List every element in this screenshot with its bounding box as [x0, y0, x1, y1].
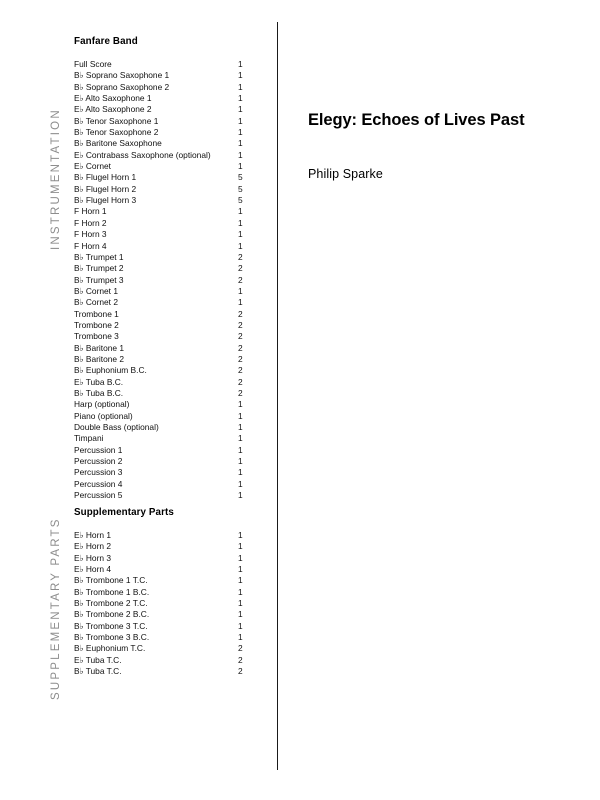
instrument-quantity: 1: [238, 541, 243, 552]
instrument-name: Full Score: [74, 59, 112, 69]
instrument-name: B♭ Baritone Saxophone: [74, 138, 162, 149]
instrument-name: B♭ Flugel Horn 1: [74, 172, 137, 183]
title-block: [308, 110, 578, 181]
composer-name: Philip Sparke: [308, 166, 383, 181]
list-item: [74, 138, 256, 149]
instrument-name: B♭ Euphonium T.C.: [74, 643, 146, 654]
instrument-name: B♭ Trombone 2 B.C.: [74, 609, 150, 620]
list-item: [74, 331, 256, 342]
instrument-quantity: 2: [238, 251, 243, 262]
instrument-name: B♭ Trombone 1 T.C.: [74, 575, 148, 586]
list-item: [74, 643, 256, 654]
instrument-quantity: 1: [238, 598, 243, 609]
instrument-quantity: 1: [238, 575, 243, 586]
instrument-name: B♭ Flugel Horn 2: [74, 183, 137, 194]
list-item: [74, 445, 256, 456]
list-item: [74, 320, 256, 331]
instrument-name: Trombone 3: [74, 331, 119, 342]
instrument-quantity: 5: [238, 172, 243, 183]
instrument-name: B♭ Tuba T.C.: [74, 666, 122, 677]
instrument-quantity: 1: [238, 410, 243, 421]
list-item: [74, 195, 256, 206]
instrument-quantity: 1: [238, 59, 243, 69]
instrument-quantity: 1: [238, 467, 243, 478]
instrument-name: B♭ Cornet 2: [74, 297, 118, 308]
list-item: [74, 632, 256, 643]
instrument-name: Piano (optional): [74, 410, 133, 421]
instrument-quantity: 2: [238, 654, 243, 665]
instrumentation-block: [74, 36, 256, 501]
list-item: [74, 354, 256, 365]
list-item: [74, 286, 256, 297]
instrument-name: E♭ Horn 3: [74, 552, 112, 563]
instrument-name: B♭ Euphonium B.C.: [74, 365, 147, 376]
list-item: [74, 127, 256, 138]
list-item: [74, 655, 256, 666]
instrument-quantity: 2: [238, 387, 243, 398]
list-item: [74, 666, 256, 677]
supplementary-list: [74, 530, 256, 677]
instrumentation-list: [74, 59, 256, 501]
instrument-quantity: 1: [238, 240, 243, 251]
list-item: [74, 275, 256, 286]
list-item: [74, 59, 256, 70]
list-item: [74, 587, 256, 598]
list-item: [74, 411, 256, 422]
instrumentation-heading: Fanfare Band: [74, 36, 138, 47]
list-item: [74, 467, 256, 478]
instrumentation-side-label: INSTRUMENTATION: [50, 108, 62, 250]
instrument-name: B♭ Baritone 1: [74, 342, 125, 353]
instrument-quantity: 1: [238, 161, 243, 172]
instrument-quantity: 2: [238, 263, 243, 274]
instrument-quantity: 1: [238, 93, 243, 104]
list-item: [74, 553, 256, 564]
instrument-quantity: 1: [238, 632, 243, 643]
list-item: [74, 70, 256, 81]
instrument-name: B♭ Trombone 1 B.C.: [74, 586, 150, 597]
instrument-name: Percussion 1: [74, 444, 123, 455]
instrument-name: B♭ Trombone 2 T.C.: [74, 598, 148, 609]
instrument-quantity: 5: [238, 183, 243, 194]
list-item: [74, 609, 256, 620]
instrument-quantity: 1: [238, 433, 243, 444]
list-item: [74, 172, 256, 183]
instrument-quantity: 2: [238, 342, 243, 353]
instrument-name: B♭ Trumpet 2: [74, 263, 124, 274]
instrument-quantity: 1: [238, 490, 243, 501]
instrument-quantity: 2: [238, 643, 243, 654]
instrument-quantity: 2: [238, 274, 243, 285]
list-item: [74, 263, 256, 274]
list-item: [74, 621, 256, 632]
list-item: [74, 116, 256, 127]
instrument-quantity: 1: [238, 81, 243, 92]
instrument-quantity: 2: [238, 331, 243, 342]
instrument-name: B♭ Tenor Saxophone 1: [74, 115, 159, 126]
list-item: [74, 218, 256, 229]
list-item: [74, 161, 256, 172]
instrument-quantity: 1: [238, 297, 243, 308]
instrument-name: E♭ Horn 4: [74, 564, 112, 575]
instrument-quantity: 1: [238, 127, 243, 138]
instrument-name: B♭ Soprano Saxophone 2: [74, 81, 170, 92]
instrument-name: B♭ Trumpet 1: [74, 251, 124, 262]
instrument-quantity: 1: [238, 217, 243, 228]
instrument-quantity: 1: [238, 149, 243, 160]
list-item: [74, 541, 256, 552]
instrument-quantity: 1: [238, 104, 243, 115]
instrument-name: E♭ Alto Saxophone 2: [74, 104, 152, 115]
list-item: [74, 598, 256, 609]
instrument-quantity: 1: [238, 422, 243, 432]
list-item: [74, 530, 256, 541]
list-item: [74, 309, 256, 320]
instrument-quantity: 1: [238, 530, 243, 540]
list-item: [74, 365, 256, 376]
list-item: [74, 479, 256, 490]
instrument-quantity: 5: [238, 195, 243, 206]
list-item: [74, 388, 256, 399]
list-item: [74, 241, 256, 252]
instrument-name: Percussion 5: [74, 490, 123, 501]
instrument-name: B♭ Soprano Saxophone 1: [74, 70, 170, 81]
instrument-name: E♭ Alto Saxophone 1: [74, 93, 152, 104]
instrument-quantity: 2: [238, 365, 243, 376]
list-item: [74, 184, 256, 195]
instrument-name: Double Bass (optional): [74, 422, 159, 432]
instrument-name: E♭ Contrabass Saxophone (optional): [74, 149, 211, 160]
list-item: [74, 399, 256, 410]
instrument-quantity: 1: [238, 399, 243, 410]
instrument-name: Percussion 4: [74, 478, 123, 489]
instrument-quantity: 1: [238, 70, 243, 81]
list-item: [74, 229, 256, 240]
list-item: [74, 104, 256, 115]
instrument-quantity: 2: [238, 376, 243, 387]
instrument-name: F Horn 1: [74, 206, 107, 217]
list-item: [74, 82, 256, 93]
instrument-name: B♭ Trombone 3 T.C.: [74, 620, 148, 631]
instrument-name: B♭ Baritone 2: [74, 353, 125, 364]
instrument-quantity: 1: [238, 444, 243, 455]
list-item: [74, 456, 256, 467]
list-item: [74, 575, 256, 586]
instrument-quantity: 2: [238, 353, 243, 364]
instrument-quantity: 1: [238, 285, 243, 296]
instrument-name: Trombone 2: [74, 319, 119, 330]
instrument-quantity: 1: [238, 478, 243, 489]
instrument-name: E♭ Cornet: [74, 161, 112, 172]
instrument-name: E♭ Horn 2: [74, 541, 112, 552]
instrument-name: Harp (optional): [74, 399, 130, 410]
instrument-name: F Horn 2: [74, 217, 107, 228]
instrument-name: Trombone 1: [74, 308, 119, 319]
supplementary-heading: Supplementary Parts: [74, 507, 174, 518]
instrument-quantity: 1: [238, 115, 243, 126]
instrument-name: B♭ Flugel Horn 3: [74, 195, 137, 206]
instrument-name: Timpani: [74, 433, 104, 444]
supplementary-parts-block: [74, 507, 256, 677]
instrument-name: E♭ Tuba T.C.: [74, 654, 122, 665]
instrument-quantity: 1: [238, 206, 243, 217]
instrument-quantity: 1: [238, 586, 243, 597]
instrument-name: B♭ Trumpet 3: [74, 274, 124, 285]
list-item: [74, 150, 256, 161]
instrument-quantity: 1: [238, 609, 243, 620]
list-item: [74, 206, 256, 217]
instrument-quantity: 2: [238, 319, 243, 330]
list-item: [74, 252, 256, 263]
instrument-name: Percussion 3: [74, 467, 123, 478]
list-item: [74, 297, 256, 308]
instrument-name: B♭ Cornet 1: [74, 285, 118, 296]
list-item: [74, 93, 256, 104]
instrument-quantity: 1: [238, 138, 243, 149]
work-title: Elegy: Echoes of Lives Past: [308, 111, 525, 129]
instrument-name: E♭ Horn 1: [74, 530, 112, 540]
instrument-quantity: 1: [238, 229, 243, 240]
instrument-name: F Horn 4: [74, 240, 107, 251]
instrument-name: Percussion 2: [74, 456, 123, 467]
instrument-quantity: 1: [238, 564, 243, 575]
vertical-divider: [277, 22, 278, 770]
list-item: [74, 377, 256, 388]
supplementary-parts-side-label: SUPPLEMENTARY PARTS: [50, 517, 62, 700]
instrument-name: B♭ Tuba B.C.: [74, 387, 124, 398]
list-item: [74, 422, 256, 433]
list-item: [74, 433, 256, 444]
instrument-name: B♭ Tenor Saxophone 2: [74, 127, 159, 138]
list-item: [74, 564, 256, 575]
instrument-name: B♭ Trombone 3 B.C.: [74, 632, 150, 643]
instrument-quantity: 1: [238, 456, 243, 467]
instrument-name: F Horn 3: [74, 229, 107, 240]
list-item: [74, 343, 256, 354]
list-item: [74, 490, 256, 501]
instrument-quantity: 1: [238, 552, 243, 563]
instrument-quantity: 1: [238, 620, 243, 631]
instrument-name: E♭ Tuba B.C.: [74, 376, 124, 387]
instrument-quantity: 2: [238, 308, 243, 319]
instrument-quantity: 2: [238, 666, 243, 677]
